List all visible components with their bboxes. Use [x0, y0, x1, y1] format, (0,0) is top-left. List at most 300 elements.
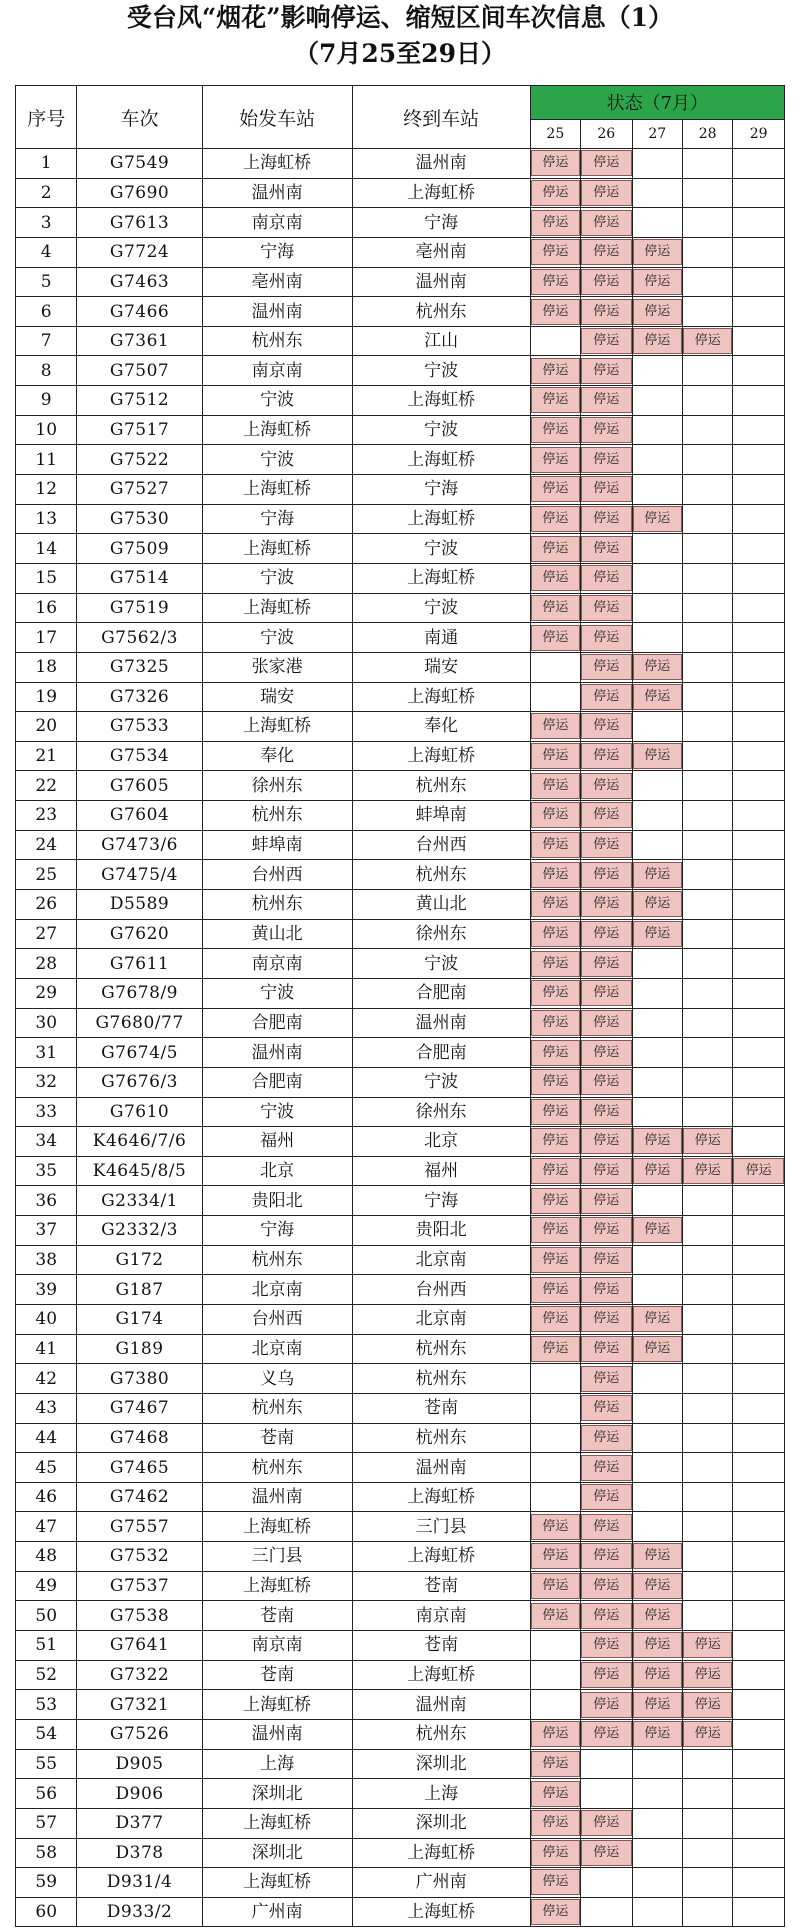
suspended-badge: 停运: [531, 1099, 580, 1125]
row-seq: 26: [16, 890, 77, 920]
status-cell-day-25: [530, 593, 580, 623]
table-row: [16, 919, 785, 949]
suspended-badge: 停运: [581, 1247, 632, 1273]
status-cell-day-26: [581, 563, 633, 593]
status-cell-day-27: [632, 682, 682, 712]
suspended-badge: 停运: [531, 417, 580, 443]
status-cell-day-26: [581, 1601, 633, 1631]
row-origin-station: 宁波: [202, 1097, 352, 1127]
status-cell-day-27: [632, 1838, 682, 1868]
suspended-badge: 停运: [581, 1484, 632, 1510]
row-train-number: G7610: [77, 1097, 202, 1127]
row-destination-station: 上海虹桥: [352, 1660, 530, 1690]
status-cell-day-28: [682, 1364, 732, 1394]
suspended-badge: 停运: [531, 713, 580, 739]
row-destination-station: 上海虹桥: [352, 178, 530, 208]
row-destination-station: 宁海: [352, 208, 530, 238]
row-seq: 45: [16, 1453, 77, 1483]
table-row: [16, 1186, 785, 1216]
status-cell-day-27: [632, 1067, 682, 1097]
row-destination-station: 合肥南: [352, 978, 530, 1008]
suspended-badge: 停运: [683, 1128, 732, 1154]
row-train-number: G174: [77, 1304, 202, 1334]
suspended-badge: 停运: [581, 802, 632, 828]
row-seq: 3: [16, 208, 77, 238]
status-cell-day-25: [530, 1186, 580, 1216]
row-origin-station: 温州南: [202, 178, 352, 208]
status-cell-day-25: [530, 652, 580, 682]
status-cell-day-25: [530, 178, 580, 208]
status-cell-day-27: [632, 712, 682, 742]
suspended-badge: 停运: [581, 1158, 632, 1184]
status-cell-day-26: [581, 593, 633, 623]
status-cell-day-25: [530, 297, 580, 327]
suspended-badge: 停运: [581, 625, 632, 651]
status-cell-day-28: [682, 149, 732, 179]
row-train-number: G7509: [77, 534, 202, 564]
status-cell-day-26: [581, 978, 633, 1008]
row-destination-station: 温州南: [352, 1453, 530, 1483]
status-cell-day-28: [682, 1127, 732, 1157]
status-cell-day-25: [530, 1631, 580, 1661]
table-row: [16, 801, 785, 831]
status-cell-day-26: [581, 1334, 633, 1364]
row-origin-station: 宁海: [202, 504, 352, 534]
table-row: [16, 1660, 785, 1690]
table-row: [16, 1393, 785, 1423]
status-cell-day-27: [632, 326, 682, 356]
suspended-badge: 停运: [633, 506, 682, 532]
row-destination-station: 上海虹桥: [352, 741, 530, 771]
status-cell-day-29: [733, 1897, 785, 1927]
status-cell-day-26: [581, 1038, 633, 1068]
row-train-number: G7467: [77, 1393, 202, 1423]
suspended-badge: 停运: [531, 447, 580, 473]
status-cell-day-26: [581, 1631, 633, 1661]
status-cell-day-26: [581, 1660, 633, 1690]
status-cell-day-29: [733, 1216, 785, 1246]
table-row: [16, 1304, 785, 1334]
row-train-number: G7604: [77, 801, 202, 831]
table-row: [16, 1334, 785, 1364]
suspended-badge: 停运: [633, 1692, 682, 1718]
table-row: [16, 386, 785, 416]
row-origin-station: 杭州东: [202, 1453, 352, 1483]
status-cell-day-28: [682, 1779, 732, 1809]
status-cell-day-26: [581, 1779, 633, 1809]
status-cell-day-26: [581, 1216, 633, 1246]
status-cell-day-25: [530, 504, 580, 534]
table-row: [16, 1156, 785, 1186]
status-cell-day-29: [733, 1808, 785, 1838]
status-cell-day-25: [530, 1097, 580, 1127]
table-row: [16, 415, 785, 445]
suspended-badge: 停运: [531, 358, 580, 384]
status-cell-day-26: [581, 1482, 633, 1512]
table-row: [16, 1749, 785, 1779]
row-train-number: G7527: [77, 475, 202, 505]
status-cell-day-25: [530, 475, 580, 505]
table-row: [16, 267, 785, 297]
suspended-badge: 停运: [581, 1425, 632, 1451]
status-cell-day-27: [632, 1334, 682, 1364]
status-cell-day-27: [632, 267, 682, 297]
row-destination-station: 宁波: [352, 949, 530, 979]
suspended-badge: 停运: [683, 1692, 732, 1718]
row-origin-station: 台州西: [202, 860, 352, 890]
row-seq: 23: [16, 801, 77, 831]
table-row: [16, 1423, 785, 1453]
status-cell-day-26: [581, 652, 633, 682]
row-seq: 56: [16, 1779, 77, 1809]
status-cell-day-28: [682, 326, 732, 356]
suspended-badge: 停运: [581, 1810, 632, 1836]
status-cell-day-28: [682, 237, 732, 267]
status-cell-day-25: [530, 1571, 580, 1601]
status-cell-day-29: [733, 1423, 785, 1453]
row-destination-station: 南通: [352, 623, 530, 653]
suspended-badge: 停运: [581, 1040, 632, 1066]
status-cell-day-26: [581, 445, 633, 475]
status-cell-day-28: [682, 1186, 732, 1216]
row-origin-station: 台州西: [202, 1304, 352, 1334]
table-row: [16, 1542, 785, 1572]
status-cell-day-27: [632, 178, 682, 208]
status-cell-day-26: [581, 237, 633, 267]
row-origin-station: 苍南: [202, 1423, 352, 1453]
status-cell-day-27: [632, 623, 682, 653]
status-cell-day-26: [581, 1542, 633, 1572]
row-destination-station: 杭州东: [352, 1334, 530, 1364]
suspended-badge: 停运: [581, 358, 632, 384]
row-seq: 46: [16, 1482, 77, 1512]
suspended-badge: 停运: [633, 743, 682, 769]
suspended-badge: 停运: [683, 1721, 732, 1747]
status-cell-day-28: [682, 593, 732, 623]
status-cell-day-25: [530, 623, 580, 653]
row-train-number: G7562/3: [77, 623, 202, 653]
status-cell-day-25: [530, 1868, 580, 1898]
row-destination-station: 上海虹桥: [352, 1897, 530, 1927]
suspended-badge: 停运: [531, 1306, 580, 1332]
row-seq: 9: [16, 386, 77, 416]
status-cell-day-27: [632, 860, 682, 890]
suspended-badge: 停运: [581, 1692, 632, 1718]
status-cell-day-28: [682, 1156, 732, 1186]
row-origin-station: 上海虹桥: [202, 149, 352, 179]
status-cell-day-26: [581, 860, 633, 890]
status-cell-day-27: [632, 1897, 682, 1927]
status-cell-day-26: [581, 1186, 633, 1216]
table-row: [16, 504, 785, 534]
header-train: 车次: [77, 86, 202, 149]
status-cell-day-27: [632, 445, 682, 475]
suspended-badge: 停运: [531, 595, 580, 621]
table-row: [16, 1868, 785, 1898]
suspended-badge: 停运: [531, 1247, 580, 1273]
row-train-number: G7530: [77, 504, 202, 534]
status-cell-day-25: [530, 415, 580, 445]
status-cell-day-27: [632, 830, 682, 860]
suspended-badge: 停运: [581, 1128, 632, 1154]
status-cell-day-29: [733, 563, 785, 593]
status-cell-day-26: [581, 623, 633, 653]
row-seq: 52: [16, 1660, 77, 1690]
suspended-badge: 停运: [581, 595, 632, 621]
suspended-badge: 停运: [633, 1721, 682, 1747]
status-cell-day-29: [733, 1868, 785, 1898]
status-cell-day-28: [682, 1423, 732, 1453]
row-train-number: G7522: [77, 445, 202, 475]
status-cell-day-29: [733, 1453, 785, 1483]
table-row: [16, 297, 785, 327]
row-seq: 21: [16, 741, 77, 771]
status-cell-day-28: [682, 208, 732, 238]
status-cell-day-28: [682, 1304, 732, 1334]
suspended-badge: 停运: [581, 180, 632, 206]
table-row: [16, 1067, 785, 1097]
status-cell-day-29: [733, 149, 785, 179]
suspended-badge: 停运: [633, 1543, 682, 1569]
suspended-badge: 停运: [531, 269, 580, 295]
table-row: [16, 178, 785, 208]
row-train-number: G7326: [77, 682, 202, 712]
status-cell-day-27: [632, 593, 682, 623]
row-destination-station: 南京南: [352, 1601, 530, 1631]
status-cell-day-28: [682, 356, 732, 386]
status-cell-day-28: [682, 1897, 732, 1927]
suspended-badge: 停运: [633, 328, 682, 354]
status-cell-day-29: [733, 712, 785, 742]
status-cell-day-28: [682, 1660, 732, 1690]
suspended-badge: 停运: [683, 1632, 732, 1658]
row-seq: 13: [16, 504, 77, 534]
row-destination-station: 杭州东: [352, 1364, 530, 1394]
status-cell-day-28: [682, 890, 732, 920]
suspended-badge: 停运: [581, 980, 632, 1006]
status-cell-day-28: [682, 1067, 732, 1097]
row-destination-station: 北京南: [352, 1304, 530, 1334]
status-cell-day-27: [632, 1749, 682, 1779]
row-destination-station: 瑞安: [352, 652, 530, 682]
row-origin-station: 温州南: [202, 1038, 352, 1068]
row-destination-station: 温州南: [352, 267, 530, 297]
row-origin-station: 杭州东: [202, 890, 352, 920]
row-origin-station: 上海虹桥: [202, 1690, 352, 1720]
status-cell-day-28: [682, 1008, 732, 1038]
row-origin-station: 福州: [202, 1127, 352, 1157]
row-destination-station: 宁海: [352, 1186, 530, 1216]
status-cell-day-28: [682, 563, 732, 593]
row-origin-station: 宁波: [202, 386, 352, 416]
row-destination-station: 上海虹桥: [352, 682, 530, 712]
status-cell-day-26: [581, 1423, 633, 1453]
row-train-number: G7605: [77, 771, 202, 801]
status-cell-day-26: [581, 1749, 633, 1779]
table-row: [16, 1779, 785, 1809]
table-row: [16, 949, 785, 979]
row-seq: 53: [16, 1690, 77, 1720]
status-cell-day-25: [530, 1482, 580, 1512]
row-destination-station: 宁波: [352, 356, 530, 386]
suspended-badge: 停运: [581, 387, 632, 413]
row-train-number: G7322: [77, 1660, 202, 1690]
row-seq: 5: [16, 267, 77, 297]
row-seq: 10: [16, 415, 77, 445]
row-destination-station: 黄山北: [352, 890, 530, 920]
status-cell-day-26: [581, 1868, 633, 1898]
suspended-badge: 停运: [531, 1069, 580, 1095]
status-cell-day-25: [530, 919, 580, 949]
status-cell-day-26: [581, 1156, 633, 1186]
row-destination-station: 宁波: [352, 415, 530, 445]
status-cell-day-25: [530, 1038, 580, 1068]
status-cell-day-29: [733, 1601, 785, 1631]
table-row: [16, 1719, 785, 1749]
status-cell-day-28: [682, 801, 732, 831]
header-status: 状态（7月）: [530, 86, 784, 120]
row-destination-station: 亳州南: [352, 237, 530, 267]
row-origin-station: 南京南: [202, 1631, 352, 1661]
status-cell-day-29: [733, 652, 785, 682]
suspended-badge: 停运: [633, 862, 682, 888]
row-destination-station: 上海虹桥: [352, 386, 530, 416]
status-cell-day-28: [682, 1038, 732, 1068]
suspended-badge: 停运: [581, 417, 632, 443]
status-cell-day-28: [682, 475, 732, 505]
row-train-number: G7526: [77, 1719, 202, 1749]
suspended-badge: 停运: [531, 1188, 580, 1214]
suspended-badge: 停运: [581, 150, 632, 176]
row-destination-station: 上海虹桥: [352, 1482, 530, 1512]
status-cell-day-29: [733, 445, 785, 475]
suspended-badge: 停运: [531, 1869, 580, 1895]
row-train-number: G7678/9: [77, 978, 202, 1008]
suspended-badge: 停运: [581, 891, 632, 917]
table-row: [16, 1631, 785, 1661]
row-origin-station: 杭州东: [202, 1245, 352, 1275]
suspended-badge: 停运: [581, 773, 632, 799]
status-cell-day-26: [581, 356, 633, 386]
status-cell-day-29: [733, 356, 785, 386]
row-train-number: G7680/77: [77, 1008, 202, 1038]
suspended-badge: 停运: [581, 654, 632, 680]
row-origin-station: 上海虹桥: [202, 1808, 352, 1838]
suspended-badge: 停运: [531, 1721, 580, 1747]
row-destination-station: 苍南: [352, 1393, 530, 1423]
header-day: 27: [632, 119, 682, 148]
row-seq: 17: [16, 623, 77, 653]
suspended-badge: 停运: [581, 447, 632, 473]
suspended-badge: 停运: [633, 1632, 682, 1658]
row-train-number: D5589: [77, 890, 202, 920]
row-train-number: G7538: [77, 1601, 202, 1631]
status-cell-day-25: [530, 830, 580, 860]
status-cell-day-29: [733, 415, 785, 445]
status-cell-day-29: [733, 475, 785, 505]
suspended-badge: 停运: [531, 299, 580, 325]
status-cell-day-28: [682, 1393, 732, 1423]
status-cell-day-28: [682, 1097, 732, 1127]
status-cell-day-28: [682, 1631, 732, 1661]
row-origin-station: 宁波: [202, 563, 352, 593]
row-seq: 1: [16, 149, 77, 179]
header-destination: 终到车站: [352, 86, 530, 149]
table-row: [16, 1275, 785, 1305]
row-origin-station: 上海虹桥: [202, 1512, 352, 1542]
row-seq: 44: [16, 1423, 77, 1453]
suspended-badge: 停运: [633, 1573, 682, 1599]
suspended-badge: 停运: [633, 1306, 682, 1332]
table-row: [16, 534, 785, 564]
row-seq: 32: [16, 1067, 77, 1097]
suspended-badge: 停运: [531, 180, 580, 206]
row-destination-station: 江山: [352, 326, 530, 356]
table-row: [16, 326, 785, 356]
row-seq: 38: [16, 1245, 77, 1275]
suspended-badge: 停运: [531, 921, 580, 947]
status-cell-day-25: [530, 771, 580, 801]
status-cell-day-29: [733, 297, 785, 327]
suspended-badge: 停运: [633, 1128, 682, 1154]
row-destination-station: 宁海: [352, 475, 530, 505]
status-cell-day-29: [733, 1127, 785, 1157]
table-row: [16, 356, 785, 386]
status-cell-day-29: [733, 1008, 785, 1038]
row-train-number: D905: [77, 1749, 202, 1779]
status-cell-day-29: [733, 1779, 785, 1809]
status-cell-day-28: [682, 415, 732, 445]
row-seq: 4: [16, 237, 77, 267]
status-cell-day-29: [733, 1275, 785, 1305]
status-cell-day-26: [581, 712, 633, 742]
status-cell-day-29: [733, 1304, 785, 1334]
status-cell-day-27: [632, 1631, 682, 1661]
suspended-badge: 停运: [633, 299, 682, 325]
suspended-badge: 停运: [581, 743, 632, 769]
status-cell-day-28: [682, 267, 732, 297]
suspended-badge: 停运: [581, 832, 632, 858]
status-cell-day-27: [632, 1868, 682, 1898]
row-origin-station: 深圳北: [202, 1838, 352, 1868]
status-cell-day-26: [581, 801, 633, 831]
suspended-badge: 停运: [581, 565, 632, 591]
status-cell-day-26: [581, 771, 633, 801]
row-train-number: G7676/3: [77, 1067, 202, 1097]
status-cell-day-26: [581, 475, 633, 505]
suspended-badge: 停运: [581, 1662, 632, 1688]
status-cell-day-29: [733, 1542, 785, 1572]
row-destination-station: 上海: [352, 1779, 530, 1809]
row-train-number: D378: [77, 1838, 202, 1868]
status-cell-day-25: [530, 1660, 580, 1690]
suspended-badge: 停运: [581, 1573, 632, 1599]
status-cell-day-26: [581, 149, 633, 179]
status-cell-day-27: [632, 652, 682, 682]
suspended-badge: 停运: [581, 536, 632, 562]
row-train-number: G7674/5: [77, 1038, 202, 1068]
status-cell-day-27: [632, 1245, 682, 1275]
suspended-badge: 停运: [633, 239, 682, 265]
suspended-badge: 停运: [581, 951, 632, 977]
status-cell-day-26: [581, 830, 633, 860]
status-cell-day-26: [581, 1008, 633, 1038]
suspended-badge: 停运: [531, 239, 580, 265]
row-origin-station: 北京南: [202, 1275, 352, 1305]
status-cell-day-29: [733, 326, 785, 356]
status-cell-day-29: [733, 1393, 785, 1423]
suspended-badge: 停运: [531, 536, 580, 562]
